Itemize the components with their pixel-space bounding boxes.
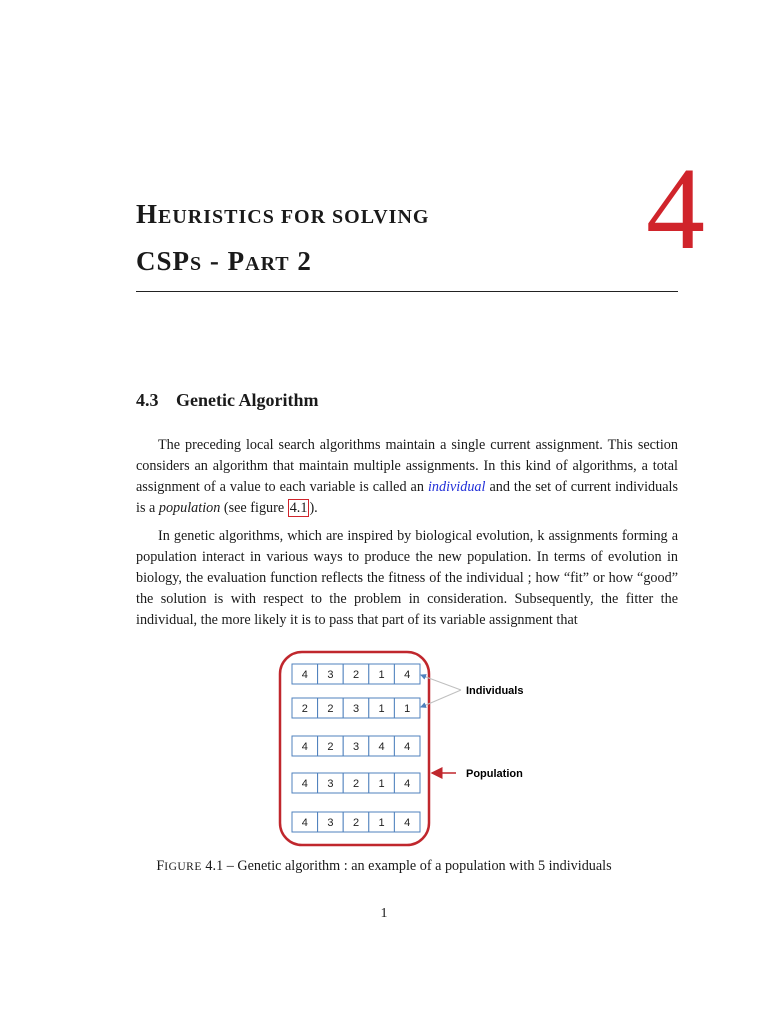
pointer-line-lower xyxy=(426,690,461,705)
gene-value: 1 xyxy=(378,817,385,829)
gene-value: 3 xyxy=(352,741,360,753)
chapter-title-line-1: HEURISTICS FOR SOLVING xyxy=(136,199,430,229)
gene-value: 4 xyxy=(404,741,411,753)
gene-value: 3 xyxy=(352,703,360,715)
gene-value: 2 xyxy=(352,817,360,829)
chapter-title-line-2: CSPS - PART 2 xyxy=(136,246,312,276)
individual-row xyxy=(292,773,420,793)
label-population: Population xyxy=(466,768,523,780)
gene-value: 4 xyxy=(404,817,411,829)
gene-value: 1 xyxy=(378,778,385,790)
paragraph-2: In genetic algorithms, which are inspired by biological evolution, k assignments forming a population interact in various ways to produce the new population. In terms of evolution in biology, the evaluation function reflects the fitness of the individual ; how “fit” or how “good” the solution is with respect to the problem in consideration. Subsequently, the fitter the individual, the more likely it is to pass that part of its variable assignment that xyxy=(136,528,678,628)
pointer-arrow-upper xyxy=(421,675,426,677)
gene-value: 1 xyxy=(378,669,385,681)
gene-value: 4 xyxy=(378,741,385,753)
gene-value: 4 xyxy=(301,741,308,753)
gene-value: 4 xyxy=(301,817,308,829)
individual-row xyxy=(292,812,420,832)
gene-value: 4 xyxy=(301,669,308,681)
chapter-number: 4 xyxy=(646,143,705,274)
gene-value: 3 xyxy=(327,778,334,790)
gene-value: 2 xyxy=(327,741,334,753)
gene-value: 1 xyxy=(404,703,411,715)
gene-value: 2 xyxy=(352,778,360,790)
gene-value: 2 xyxy=(327,703,334,715)
pointer-line-upper xyxy=(426,677,461,690)
pointer-arrow-lower xyxy=(421,705,426,707)
section-heading xyxy=(136,390,318,411)
gene-value: 3 xyxy=(327,817,334,829)
gene-value: 2 xyxy=(301,703,308,715)
gene-value: 2 xyxy=(352,669,360,681)
page-number: 1 xyxy=(380,906,388,921)
figure-reference-link[interactable]: 4.1 xyxy=(289,500,308,516)
chapter-title xyxy=(136,192,429,286)
paragraph-1: The preceding local search algorithms maintain a single current assignment. This section considers an algorithm that maintain multiple assignments. In this kind of algorithms, a total assignment of a value to each variable is called an individual and the set of current individuals is a population (see figure 4.1 ). xyxy=(136,437,679,516)
gene-value: 3 xyxy=(327,669,334,681)
gene-value: 1 xyxy=(378,703,385,715)
individuals-grid xyxy=(292,664,420,832)
title-divider xyxy=(136,291,678,292)
gene-value: 4 xyxy=(404,778,411,790)
section-title: Genetic Algorithm xyxy=(176,390,319,410)
individual-row xyxy=(292,664,420,684)
individual-link[interactable]: individual xyxy=(427,479,486,495)
population-figure xyxy=(260,644,560,849)
section-number: 4.3 xyxy=(136,390,159,410)
individual-row xyxy=(292,698,420,718)
figure-caption: FIGURE 4.1 – Genetic algorithm : an example of a population with 5 individuals xyxy=(156,858,612,874)
label-individuals: Individuals xyxy=(466,685,524,697)
gene-value: 4 xyxy=(301,778,308,790)
individual-row xyxy=(292,736,420,756)
gene-value: 4 xyxy=(404,669,411,681)
